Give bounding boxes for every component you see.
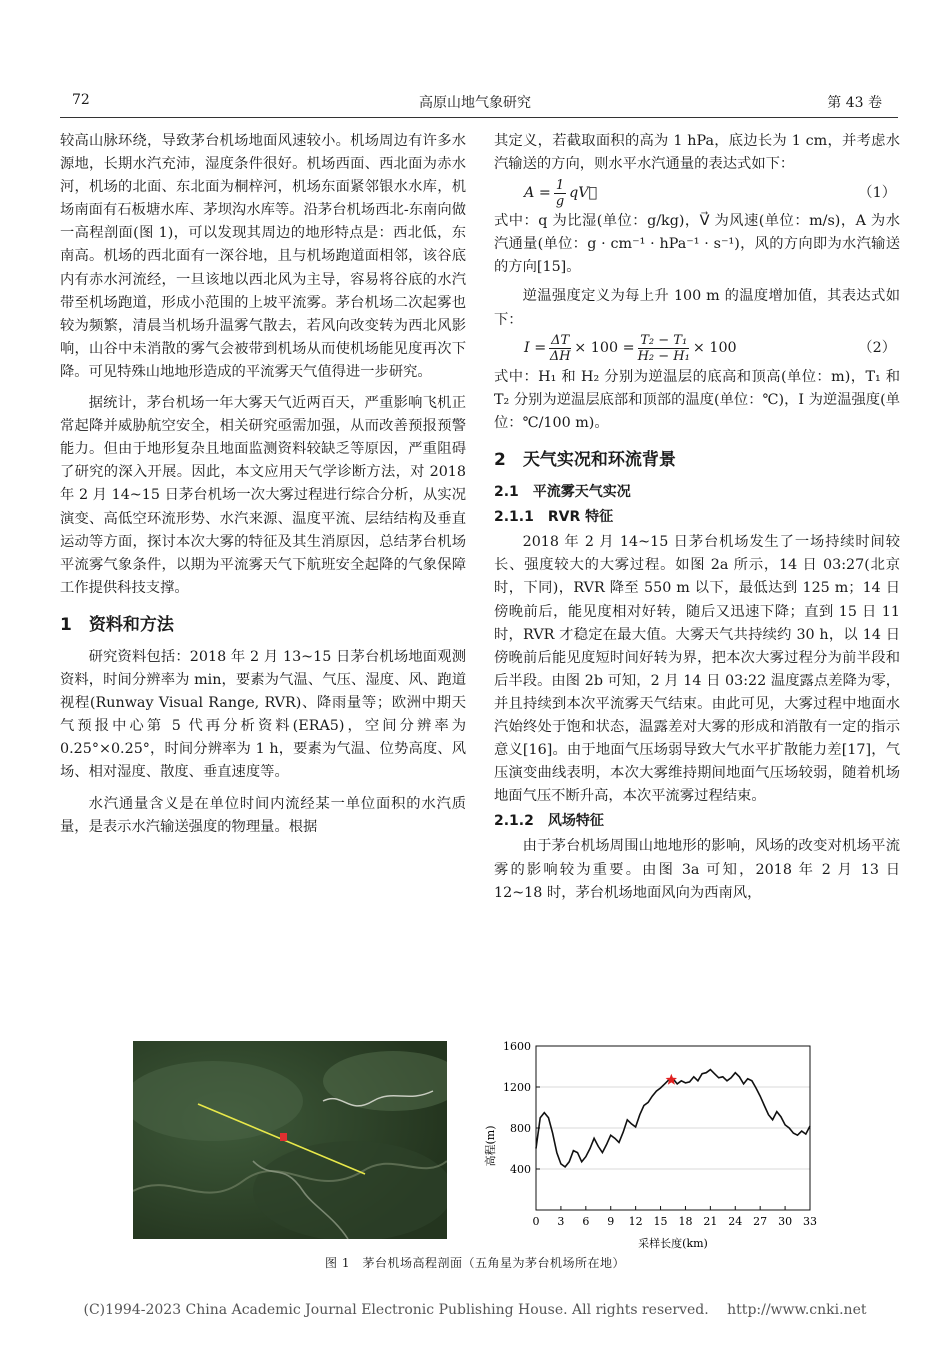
airport-star-marker xyxy=(666,1074,677,1085)
paragraph: 由于茅台机场周围山地地形的影响，风场的改变对机场平流雾的影响较为重要。由图 3a 可知，2018 年 2 月 13 日 12~18 时，茅台机场地面风向为西南风， xyxy=(494,838,900,901)
x-tick-label: 33 xyxy=(803,1215,817,1228)
elevation-chart-svg xyxy=(480,1036,830,1250)
satellite-image xyxy=(133,1041,447,1239)
x-tick-label: 12 xyxy=(628,1215,643,1228)
x-tick-label: 3 xyxy=(557,1215,565,1228)
x-tick-label: 6 xyxy=(582,1215,590,1228)
subsubsection-heading: 2.1.1 RVR 特征 xyxy=(494,509,614,526)
x-tick-label: 0 xyxy=(532,1215,540,1228)
paragraph: 水汽通量含义是在单位时间内流经某一单位面积的水汽质量，是表示水汽输送强度的物理量。根据 xyxy=(60,795,466,835)
y-tick-label: 1600 xyxy=(503,1040,531,1053)
subsection-heading: 2.1 平流雾天气实况 xyxy=(494,484,631,501)
right-column xyxy=(494,130,900,905)
x-tick-label: 21 xyxy=(703,1215,718,1228)
elevation-line xyxy=(536,1070,810,1167)
elevation-chart xyxy=(480,1036,830,1254)
paragraph: 据统计，茅台机场一年大雾天气近两百天，严重影响飞机正常起降并威胁航空安全，相关研究亟需加强，从而改善预报预警能力。但由于地形复杂且地面监测资料较缺乏等原因，严重阻碍了研究的深入开展。因此，本文应用天气学诊断方法，对 2018 年 2 月 14~15 日茅台机场一次大雾过程进行综合分析，从实况演变、高低空环流形势、水汽来源、温度平流、层结结构及垂直运动等方面，探讨本次大雾的特征及其生消原因，总结茅台机场平流雾气象条件，以期为平流雾天气下航班安全起降的气象保障工作提供科技支撑。 xyxy=(60,395,466,596)
header-rule xyxy=(60,117,898,118)
x-tick-label: 15 xyxy=(653,1215,668,1228)
x-tick-label: 9 xyxy=(607,1215,615,1228)
page-number: 72 xyxy=(72,92,90,108)
paragraph: 2018 年 2 月 14~15 日茅台机场发生了一场持续时间较长、强度较大的大雾过程。如图 2a 所示，14 日 03:27(北京时，下同)，RVR 降至 550 m 以下，最低达到 125 m；14 日傍晚前后，能见度相对好转，随后又迅速下降；直到 15 日 11 时，RVR 才稳定在最大值。大雾天气共持续约 30 h，以 14 日傍晚前后能见度短时间好转为界，把本次大雾过程分为前半段和后半段。由图 2b 可知，2 月 14 日 03:22 温度露点差降为零，并且持续到本次平流雾天气结束。由此可见，大雾过程中地面水汽始终处于饱和状态，温露差对大雾的形成和消散有一定的指示意义[16]。由于地面气压场弱导致大气水平扩散能力差[17]，气压演变曲线表明，本次大雾维持期间地面气压场较弱，随着机场地面气压不断升高，本次平流雾过程结束。 xyxy=(494,534,900,805)
paragraph: 研究资料包括：2018 年 2 月 13~15 日茅台机场地面观测资料，时间分辨率为 min，要素为气温、气压、湿度、风、跑道视程(Runway Visual Range, RVR)、降雨量等；欧洲中期天气预报中心第 5 代再分析资料(ERA5)，空间分辨率为 0.25°×0.25°，时间分辨率为 1 h，要素为气温、位势高度、风场、相对湿度、散度、垂直速度等。 xyxy=(60,648,466,781)
equation-2: I = $\frac{\Delta T}{\Delta H}$ × 100 = $\frac{\text{T₂ − T₁}}{\text{H₂ − H₁}}$ × 100 （2） xyxy=(524,333,896,365)
section-heading: 2 天气实况和环流背景 xyxy=(494,449,676,470)
figure-caption: 图 1 茅台机场高程剖面（五角星为茅台机场所在地） xyxy=(325,1256,625,1270)
x-tick-label: 18 xyxy=(678,1215,693,1228)
x-tick-label: 24 xyxy=(728,1215,743,1228)
x-tick-label: 27 xyxy=(753,1215,768,1228)
equation-number: （2） xyxy=(858,340,896,357)
paragraph: 式中：q 为比湿(单位：g/kg)，V⃗ 为风速(单位：m/s)，A 为水汽通量(单位：g · cm⁻¹ · hPa⁻¹ · s⁻¹)，风的方向即为水汽输送的方向[15]。 xyxy=(494,213,900,276)
paragraph: 式中：H₁ 和 H₂ 分别为逆温层的底高和顶高(单位：m)，T₁ 和 T₂ 分别为逆温层底部和顶部的温度(单位：℃)，I 为逆温强度(单位：℃/100 m)。 xyxy=(494,368,900,431)
equation-1: A = $\frac{1}{g}$ qV⃗ （1） xyxy=(524,177,896,209)
paragraph: 逆温强度定义为每上升 100 m 的温度增加值，其表达式如下： xyxy=(494,288,900,328)
y-tick-label: 400 xyxy=(510,1163,531,1176)
section-heading: 1 资料和方法 xyxy=(60,614,174,635)
left-column xyxy=(60,130,466,839)
subsubsection-heading: 2.1.2 风场特征 xyxy=(494,813,604,830)
x-tick-label: 30 xyxy=(778,1215,793,1228)
paragraph: 较高山脉环绕，导致茅台机场地面风速较小。机场周边有许多水源地，长期水汽充沛，湿度条件很好。机场西面、西北面为赤水河，机场的北面、东北面为桐梓河，机场东面紧邻银水水库，机场南面有石板塘水库、茅坝沟水库等。沿茅台机场西北-东南向做一高程剖面(图 1)，可以发现其周边的地形特点是：西北低，东南高。机场的西北面有一深谷地，且与机场跑道面相邻，该谷底内有赤水河流经，一旦该地以西北风为主导，容易将谷底的水汽带至机场跑道，形成小范围的上坡平流雾。茅台机场二次起雾也较为频繁，清晨当机场升温雾气散去，若风向改变转为西北风影响，山谷中未消散的雾气会被带到机场从而使机场能见度再次下降。可见特殊山地地形造成的平流雾天气值得进一步研究。 xyxy=(60,133,466,380)
x-axis-label: 采样长度(km) xyxy=(638,1237,708,1250)
copyright-footer: (C)1994-2023 China Academic Journal Electronic Publishing House. All rights reserved. http://www.cnki.net xyxy=(83,1302,867,1318)
volume-label: 第 43 卷 xyxy=(827,95,882,111)
y-tick-label: 1200 xyxy=(503,1081,531,1094)
y-axis-label: 高程(m) xyxy=(484,1125,497,1167)
journal-title: 高原山地气象研究 xyxy=(419,95,531,111)
equation-number: （1） xyxy=(858,184,896,201)
paragraph: 其定义，若截取面积的高为 1 hPa，底边长为 1 cm，并考虑水汽输送的方向，则水平水汽通量的表达式如下： xyxy=(494,133,900,173)
y-tick-label: 800 xyxy=(510,1122,531,1135)
